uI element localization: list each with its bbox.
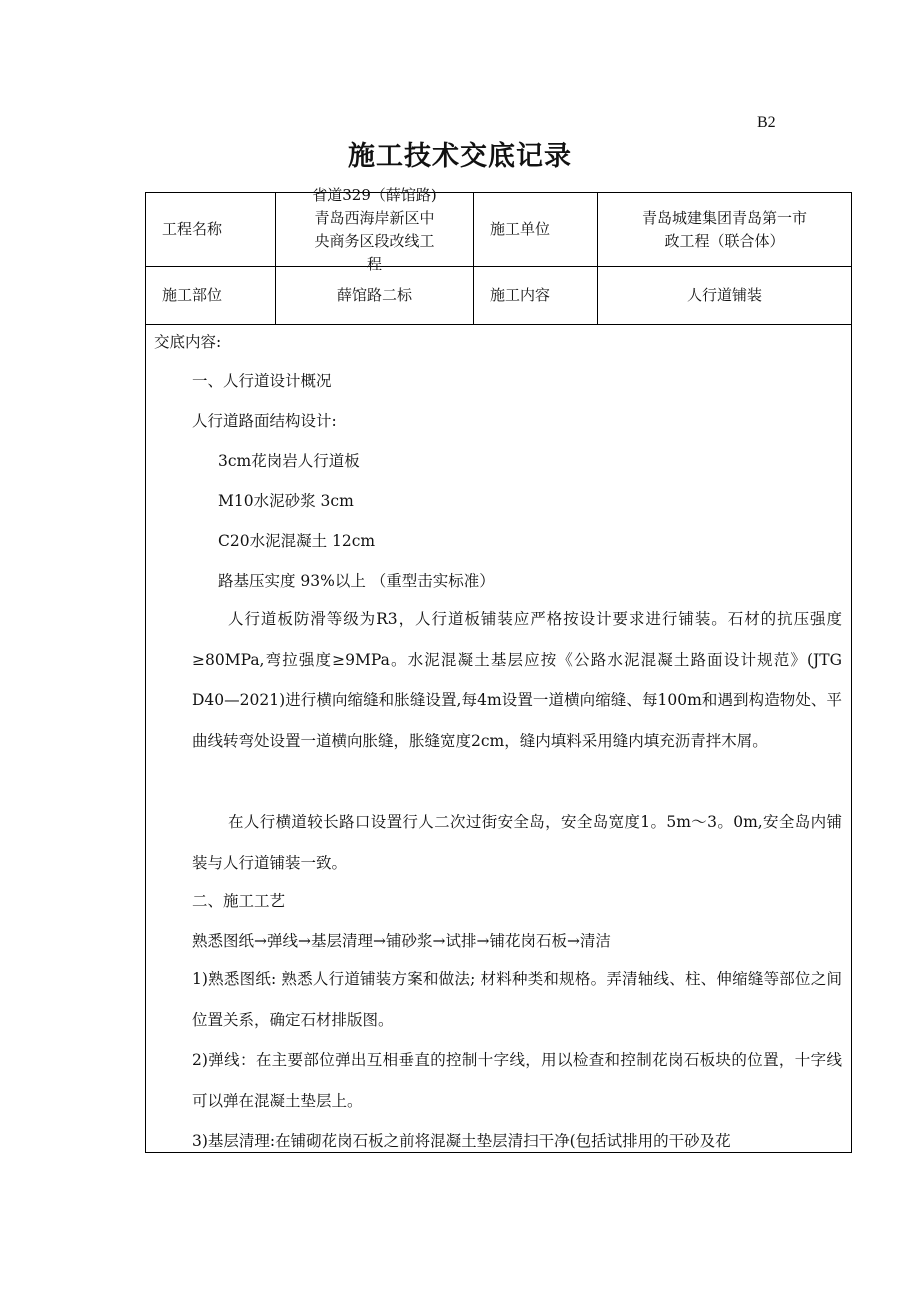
design-paragraph: 人行道板防滑等级为R3，人行道板铺装应严格按设计要求进行铺装。石材的抗压强度≥80MPa,弯拉强度≥9MPa。水泥混凝土基层应按《公路水泥混凝土路面设计规范》(JTG D40—2021)进行横向缩缝和胀缝设置,每4m设置一道横向缩缝、每100m和遇到构造物处、平曲线转弯处设置一道横向胀缝，胀缝宽度2cm，缝内填料采用缝内填充沥青拌木屑。 [192, 610, 842, 750]
form-code: B2 [757, 114, 776, 131]
project-name-label: 工程名称 [162, 220, 223, 238]
process-step: 3)基层清理:在铺砌花岗石板之前将混凝土垫层清扫干净(包括试排用的干砂及花 [192, 1132, 731, 1150]
content-heading: 交底内容: [154, 333, 222, 351]
structure-layer: 路基压实度 93%以上 （重型击实标准） [218, 572, 495, 590]
construction-unit-value: 青岛城建集团青岛第一市政工程（联合体） [641, 208, 807, 250]
construction-part-value: 薛馆路二标 [336, 286, 412, 304]
safety-island-paragraph: 在人行横道较长路口设置行人二次过街安全岛，安全岛宽度1。5m～3。0m,安全岛内铺装与人行道铺装一致。 [192, 813, 842, 872]
section-heading-process: 二、施工工艺 [192, 892, 286, 910]
column-divider [473, 193, 474, 325]
record-table [145, 185, 852, 1153]
construction-unit-label: 施工单位 [490, 220, 551, 238]
project-name-value: 省道329（薛馆路)青岛西海岸新区中央商务区段改线工程 [312, 185, 437, 273]
structure-layer: M10水泥砂浆 3cm [218, 492, 354, 510]
construction-part-label: 施工部位 [162, 286, 223, 304]
structure-layer: C20水泥混凝土 12cm [218, 532, 376, 550]
process-flow: 熟悉图纸→弹线→基层清理→铺砂浆→试排→铺花岗石板→清洁 [192, 932, 611, 950]
process-step: 2)弹线：在主要部位弹出互相垂直的控制十字线，用以检查和控制花岗石板块的位置，十字线可以弹在混凝土垫层上。 [192, 1051, 842, 1110]
construction-content-label: 施工内容 [490, 286, 551, 304]
page-title: 施工技术交底记录 [348, 141, 572, 172]
process-step: 1)熟悉图纸: 熟悉人行道铺装方案和做法; 材料种类和规格。弄清轴线、柱、伸缩缝等部位之间位置关系，确定石材排版图。 [192, 970, 842, 1029]
structure-title: 人行道路面结构设计: [192, 412, 337, 430]
row-divider [146, 324, 851, 325]
structure-layer: 3cm花岗岩人行道板 [218, 452, 360, 470]
section-heading-design: 一、人行道设计概况 [192, 372, 332, 390]
construction-content-value: 人行道铺装 [686, 286, 762, 304]
